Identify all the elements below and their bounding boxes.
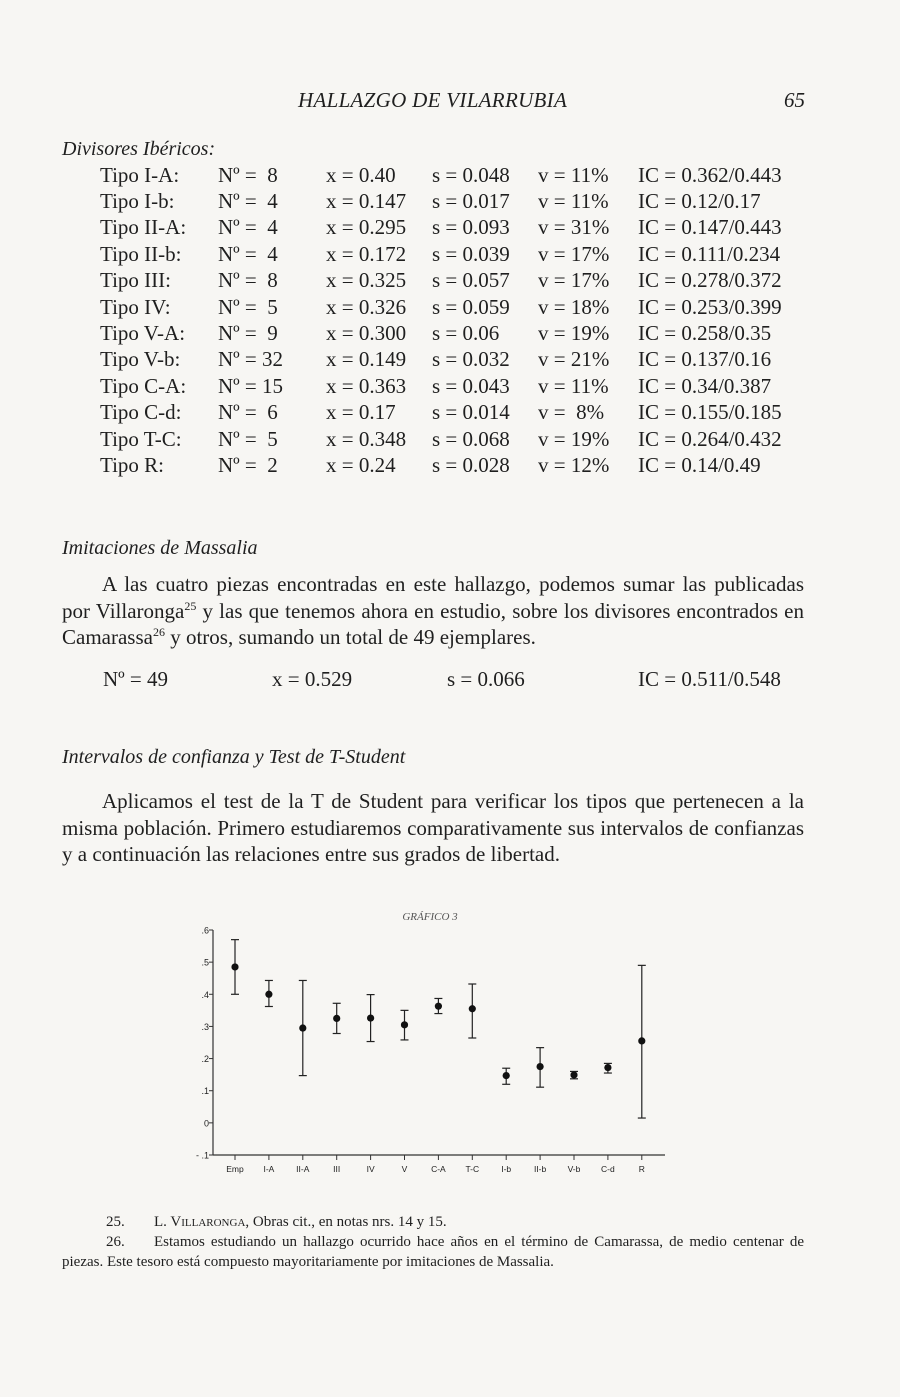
footnote-text: , Obras cit., en notas nrs. 14 y 15. (245, 1214, 447, 1230)
cell-s: s = 0.028 (432, 452, 510, 477)
summary-x: x = 0.529 (272, 667, 353, 691)
page-number: 65 (784, 88, 805, 112)
section-heading-imitaciones: Imitaciones de Massalia (62, 537, 258, 559)
cell-x: x = 0.172 (326, 241, 407, 266)
cell-s: s = 0.057 (432, 268, 510, 293)
x-tick-label: T-C (465, 1164, 480, 1174)
cell-s: s = 0.014 (432, 400, 510, 425)
x-tick-label: IV (366, 1164, 375, 1174)
mean-point (435, 1003, 442, 1010)
cell-tipo: Tipo C-A: (100, 373, 187, 398)
cell-ic: IC = 0.155/0.185 (638, 400, 782, 425)
cell-v: v = 11% (538, 373, 609, 398)
cell-s: s = 0.017 (432, 189, 510, 214)
cell-s: s = 0.039 (432, 241, 510, 266)
footnotes (62, 1212, 804, 1272)
cell-n: Nº = 8 (218, 268, 278, 293)
cell-n: Nº = 4 (218, 241, 278, 266)
footnote-ref-25: 25 (184, 598, 197, 613)
cell-tipo: Tipo II-b: (100, 241, 182, 266)
cell-ic: IC = 0.147/0.443 (638, 215, 782, 240)
x-tick-label: II-A (296, 1164, 310, 1174)
y-tick-label: .5 (201, 957, 209, 968)
paragraph-intervalos (62, 788, 804, 868)
chart-svg (180, 900, 680, 1190)
mean-point (265, 991, 272, 998)
mean-point (604, 1064, 611, 1071)
mean-point (367, 1014, 374, 1021)
footnote-number: 26. (106, 1234, 125, 1250)
cell-tipo: Tipo II-A: (100, 215, 187, 240)
cell-tipo: Tipo V-b: (100, 347, 181, 372)
x-tick-label: II-b (533, 1164, 547, 1174)
running-header (0, 88, 900, 118)
footnote-number: 25. (106, 1214, 125, 1230)
cell-v: v = 19% (538, 321, 610, 346)
cell-v: v = 17% (538, 268, 610, 293)
table-row (100, 373, 808, 399)
x-tick-label: V-b (567, 1164, 581, 1174)
cell-v: v = 31% (538, 215, 610, 240)
cell-n: Nº = 8 (218, 162, 278, 187)
cell-n: Nº = 2 (218, 452, 278, 477)
section-heading-intervalos: Intervalos de confianza y Test de T-Student (62, 746, 406, 768)
chart-grafico-3 (180, 900, 680, 1190)
mean-point (570, 1071, 577, 1078)
cell-v: v = 8% (538, 400, 605, 425)
para-text-b: y las que tenemos ahora en estudio, sobre los divisores encontrados en Camarassa (62, 598, 804, 649)
cell-x: x = 0.24 (326, 452, 396, 477)
cell-ic: IC = 0.14/0.49 (638, 452, 761, 477)
mean-point (231, 963, 238, 970)
cell-v: v = 17% (538, 241, 610, 266)
cell-x: x = 0.326 (326, 294, 407, 319)
cell-ic: IC = 0.258/0.35 (638, 321, 772, 346)
cell-x: x = 0.348 (326, 426, 407, 451)
table-row (100, 452, 808, 478)
cell-ic: IC = 0.111/0.234 (638, 241, 781, 266)
cell-v: v = 11% (538, 162, 609, 187)
cell-tipo: Tipo I-b: (100, 189, 175, 214)
y-tick-label: .1 (201, 1086, 209, 1097)
cell-tipo: Tipo V-A: (100, 321, 186, 346)
cell-ic: IC = 0.362/0.443 (638, 162, 782, 187)
mean-point (503, 1072, 510, 1079)
cell-ic: IC = 0.278/0.372 (638, 268, 782, 293)
table-row (100, 320, 808, 346)
cell-s: s = 0.06 (432, 321, 500, 346)
mean-point (401, 1021, 408, 1028)
x-tick-label: C-d (601, 1164, 615, 1174)
cell-tipo: Tipo R: (100, 452, 165, 477)
footnote-author: L. Villaronga (154, 1214, 246, 1230)
table-row (100, 215, 808, 241)
mean-point (469, 1005, 476, 1012)
cell-tipo: Tipo III: (100, 268, 171, 293)
cell-s: s = 0.093 (432, 215, 510, 240)
table-row (100, 241, 808, 267)
footnote-25 (62, 1212, 804, 1232)
y-tick-label: .2 (201, 1054, 209, 1065)
cell-n: Nº = 15 (218, 373, 284, 398)
mean-point (537, 1063, 544, 1070)
cell-n: Nº = 9 (218, 321, 278, 346)
cell-s: s = 0.068 (432, 426, 510, 451)
cell-v: v = 11% (538, 189, 609, 214)
cell-v: v = 19% (538, 426, 610, 451)
cell-s: s = 0.048 (432, 162, 510, 187)
mean-point (333, 1015, 340, 1022)
footnote-ref-26: 26 (152, 625, 165, 639)
cell-x: x = 0.300 (326, 321, 407, 346)
para-text-a: A las cuatro piezas encontradas en este hallazgo, podemos sumar las publicadas por Villaronga (62, 572, 804, 623)
footnote-text: Estamos estudiando un hallazgo ocurrido hace años en el término de Camarassa, de medio centenar de piezas. Este tesoro está compuesto mayoritariamente por imitaciones de Massalia. (62, 1234, 804, 1270)
table-row (100, 268, 808, 294)
x-tick-label: Emp (226, 1164, 244, 1174)
y-tick-label: - .1 (195, 1150, 209, 1161)
cell-x: x = 0.147 (326, 189, 407, 214)
cell-x: x = 0.363 (326, 373, 407, 398)
para-text-c: y otros, sumando un total de 49 ejemplares. (164, 625, 536, 649)
paragraph-imitaciones (62, 571, 804, 651)
cell-x: x = 0.17 (326, 400, 396, 425)
x-tick-label: C-A (431, 1164, 446, 1174)
cell-n: Nº = 4 (218, 215, 278, 240)
table-row (100, 294, 808, 320)
summary-ic: IC = 0.511/0.548 (638, 667, 781, 691)
cell-v: v = 12% (538, 452, 610, 477)
table-row (100, 400, 808, 426)
cell-ic: IC = 0.12/0.17 (638, 189, 761, 214)
y-tick-label: .6 (201, 925, 209, 936)
y-tick-label: .3 (201, 1021, 209, 1032)
cell-n: Nº = 6 (218, 400, 278, 425)
x-tick-label: R (638, 1164, 645, 1174)
cell-ic: IC = 0.34/0.387 (638, 373, 772, 398)
table-row (100, 347, 808, 373)
cell-n: Nº = 5 (218, 426, 278, 451)
x-tick-label: V (401, 1164, 408, 1174)
cell-tipo: Tipo T-C: (100, 426, 182, 451)
cell-n: Nº = 5 (218, 294, 278, 319)
cell-n: Nº = 32 (218, 347, 284, 372)
cell-ic: IC = 0.137/0.16 (638, 347, 772, 372)
chart-title: GRÁFICO 3 (402, 911, 458, 923)
table-row (100, 188, 808, 214)
cell-tipo: Tipo IV: (100, 294, 171, 319)
cell-v: v = 18% (538, 294, 610, 319)
cell-v: v = 21% (538, 347, 610, 372)
section-heading-divisores: Divisores Ibéricos: (62, 138, 216, 160)
summary-n: Nº = 49 (103, 667, 169, 691)
cell-s: s = 0.032 (432, 347, 510, 372)
cell-ic: IC = 0.253/0.399 (638, 294, 782, 319)
cell-x: x = 0.295 (326, 215, 407, 240)
cell-s: s = 0.059 (432, 294, 510, 319)
cell-x: x = 0.40 (326, 162, 396, 187)
summary-s: s = 0.066 (447, 667, 525, 691)
para-text-intervalos: Aplicamos el test de la T de Student para verificar los tipos que pertenecen a la misma población. Primero estudiaremos comparativamente sus intervalos de confianzas y a continuación las relaciones entre sus grados de libertad. (62, 789, 804, 866)
mean-point (638, 1037, 645, 1044)
cell-n: Nº = 4 (218, 189, 278, 214)
cell-ic: IC = 0.264/0.432 (638, 426, 782, 451)
footnote-26 (62, 1232, 804, 1272)
cell-tipo: Tipo I-A: (100, 162, 180, 187)
table-row (100, 426, 808, 452)
cell-x: x = 0.149 (326, 347, 407, 372)
x-tick-label: I-A (263, 1164, 275, 1174)
x-tick-label: III (333, 1164, 341, 1174)
summary-line (0, 667, 900, 695)
x-tick-label: I-b (501, 1164, 512, 1174)
table-row (100, 162, 808, 188)
y-tick-label: .4 (201, 989, 209, 1000)
cell-tipo: Tipo C-d: (100, 400, 182, 425)
divisores-table (100, 162, 808, 479)
running-title: HALLAZGO DE VILARRUBIA (298, 88, 568, 112)
mean-point (299, 1024, 306, 1031)
cell-x: x = 0.325 (326, 268, 407, 293)
cell-s: s = 0.043 (432, 373, 510, 398)
y-tick-label: 0 (203, 1118, 209, 1129)
